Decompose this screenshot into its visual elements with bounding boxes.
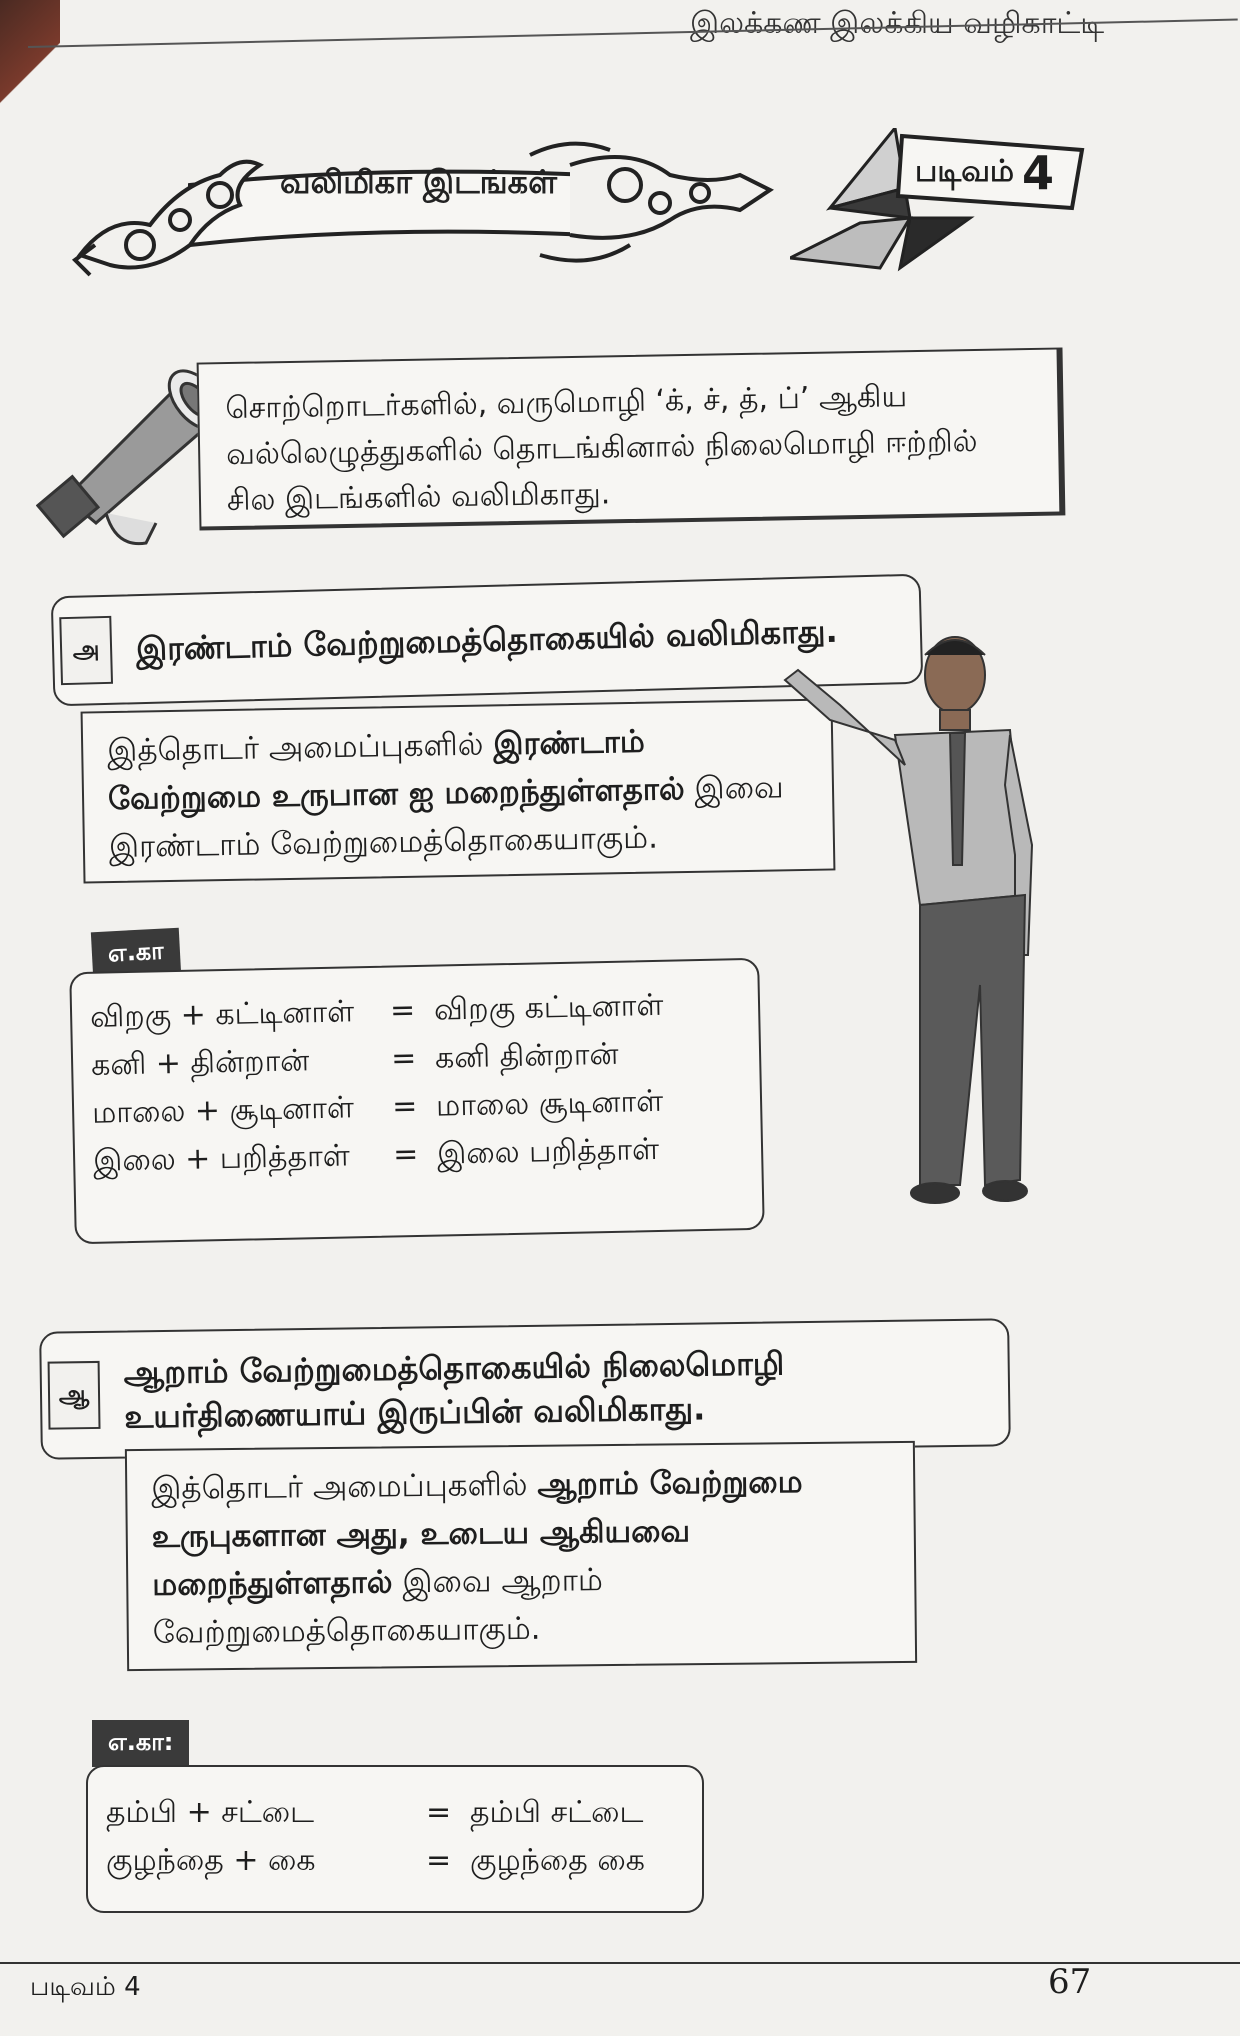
- section-a-letter: அ: [59, 616, 113, 685]
- example-left: தம்பி + சட்டை: [106, 1795, 315, 1830]
- page-corner-shadow: [0, 0, 60, 110]
- badge-label: படிவம்: [915, 154, 1015, 189]
- equals-sign: =: [389, 993, 416, 1029]
- example-left: மாலை + சூடினாள்: [91, 1090, 355, 1131]
- form-badge: [790, 128, 1090, 278]
- explanation-aa-part1: இத்தொடர் அமைப்புகளில்: [151, 1466, 528, 1507]
- equals-sign: =: [391, 1088, 418, 1125]
- example-a-label: எ.கா: [91, 928, 181, 980]
- intro-box: [197, 347, 1066, 530]
- example-aa-label: எ.கா:: [92, 1720, 189, 1767]
- section-aa-explanation: [125, 1441, 917, 1671]
- example-right: இலை பறித்தாள்: [436, 1131, 660, 1172]
- megaphone-icon: [36, 348, 216, 568]
- footer-form-label: படிவம் 4: [30, 1972, 141, 2002]
- title-banner: [70, 125, 810, 285]
- section-a-examples: [69, 958, 765, 1244]
- example-row: [106, 1837, 684, 1885]
- intro-text: சொற்றொடர்களில், வருமொழி ‘க், ச், த், ப்’ ஆகிய வல்லெழுத்துகளில் தொடங்கினால் நிலைமொழி ஈற்றில் சில இடங்களில் வலிமிகாது.: [225, 379, 978, 519]
- example-left: விறகு + கட்டினாள்: [89, 994, 355, 1035]
- section-aa-heading: [39, 1318, 1011, 1460]
- equals-sign: =: [392, 1136, 419, 1173]
- equals-sign: =: [390, 1041, 417, 1077]
- section-aa-letter: ஆ: [48, 1361, 101, 1430]
- example-right: குழந்தை கை: [470, 1843, 645, 1878]
- explanation-a-part2: இவை இரண்டாம் வேற்றுமைத்தொகையாகும்.: [108, 769, 784, 866]
- example-right: விறகு கட்டினாள்: [433, 987, 664, 1028]
- section-a-title: இரண்டாம் வேற்றுமைத்தொகையில் வலிமிகாது.: [135, 611, 839, 669]
- ornament-scroll-icon: [70, 125, 810, 285]
- example-left: குழந்தை + கை: [106, 1843, 316, 1878]
- page-number: 67: [1048, 1962, 1092, 2002]
- teacher-figure-icon: [770, 625, 1100, 1215]
- section-a-explanation-text: [107, 715, 809, 871]
- example-right: மாலை சூடினாள்: [435, 1083, 664, 1124]
- explanation-aa-part2: இவை ஆறாம் வேற்றுமைத்தொகையாகும்.: [152, 1562, 604, 1651]
- banner-title: வலிமிகா இடங்கள்: [280, 163, 558, 201]
- example-right: தம்பி சட்டை: [470, 1795, 644, 1830]
- equals-sign: =: [426, 1843, 452, 1878]
- section-aa-examples: [86, 1765, 704, 1913]
- example-row: [106, 1789, 684, 1837]
- running-head: இலக்கண இலக்கிய வழிகாட்டி: [690, 6, 1105, 41]
- section-aa-title-line2: உயர்திணையாய் இருப்பின் வலிமிகாது.: [124, 1389, 706, 1436]
- section-a-explanation: [81, 698, 836, 883]
- example-left: இலை + பறித்தாள்: [92, 1138, 351, 1179]
- explanation-a-bold: இரண்டாம் வேற்றுமை உருபான ஐ மறைந்துள்ளதால்: [107, 723, 685, 818]
- section-aa-title-line1: ஆறாம் வேற்றுமைத்தொகையில் நிலைமொழி: [123, 1344, 785, 1392]
- explanation-aa-bold: ஆறாம் வேற்றுமை உருபுகளான அது, உடைய ஆகியவை மறைந்துள்ளதால்: [151, 1464, 803, 1603]
- example-right: கனி தின்றான்: [434, 1036, 619, 1076]
- explanation-a-part1: இத்தொடர் அமைப்புகளில்: [106, 726, 484, 770]
- example-left: கனி + தின்றான்: [90, 1043, 310, 1083]
- section-aa-explanation-text: [151, 1457, 891, 1657]
- equals-sign: =: [426, 1795, 452, 1830]
- badge-number: 4: [1022, 146, 1055, 200]
